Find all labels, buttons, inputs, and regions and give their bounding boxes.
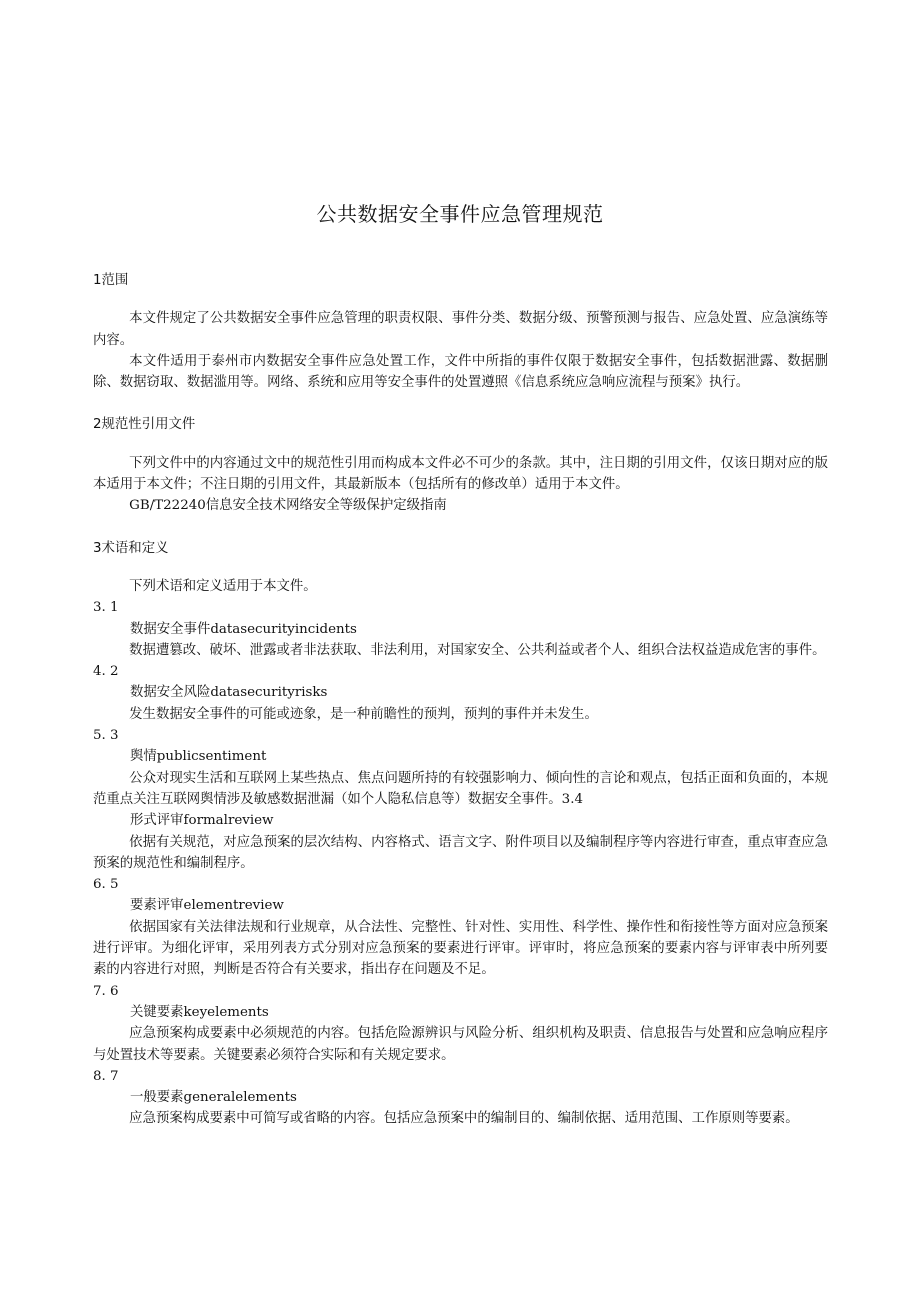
section-heading: 1范围 bbox=[93, 273, 129, 288]
term-definition: 公众对现实生活和互联网上某些热点、焦点问题所持的有较强影响力、倾向性的言论和观点，包括正面和负面的，本规范重点关注互联网舆情涉及敏感数据泄漏（如个人隐私信息等）数据安全事件。3.4 bbox=[93, 770, 828, 807]
section-normative-references bbox=[93, 414, 828, 516]
term-definition: 发生数据安全事件的可能或迹象，是一种前瞻性的预判，预判的事件并未发生。 bbox=[129, 706, 598, 722]
term-name: 要素评审elementreview bbox=[130, 898, 284, 914]
term-number: 3. 1 bbox=[93, 600, 119, 616]
document-body bbox=[93, 270, 828, 1151]
section-terms-definitions bbox=[93, 538, 828, 1130]
paragraph: 本文件规定了公共数据安全事件应急管理的职责权限、事件分类、数据分级、预警预测与报告、应急处置、应急演练等内容。 bbox=[93, 311, 828, 348]
paragraph: 下列术语和定义适用于本文件。 bbox=[129, 578, 317, 594]
term-number: 4. 2 bbox=[93, 664, 119, 680]
term-name: 形式评审formalreview bbox=[130, 813, 274, 829]
term-definition: 应急预案构成要素中必须规范的内容。包括危险源辨识与风险分析、组织机构及职责、信息报告与处置和应急响应程序与处置技术等要素。关键要素必须符合实际和有关规定要求。 bbox=[93, 1026, 828, 1063]
reference-item: GB/T22240信息安全技术网络安全等级保护定级指南 bbox=[129, 498, 447, 514]
term-name: 数据安全风险datasecurityrisks bbox=[130, 685, 328, 701]
section-heading: 3术语和定义 bbox=[93, 540, 169, 556]
term-definition: 数据遭篡改、破坏、泄露或者非法获取、非法利用，对国家安全、公共利益或者个人、组织合法权益造成危害的事件。 bbox=[129, 642, 826, 658]
term-number: 7. 6 bbox=[93, 983, 119, 999]
term-definition: 应急预案构成要素中可简写或省略的内容。包括应急预案中的编制目的、编制依据、适用范围、工作原则等要素。 bbox=[129, 1111, 799, 1127]
term-name: 一般要素generalelements bbox=[130, 1090, 297, 1106]
document-title: 公共数据安全事件应急管理规范 bbox=[316, 202, 604, 226]
section-scope bbox=[93, 270, 828, 393]
paragraph: 本文件适用于泰州市内数据安全事件应急处置工作，文件中所指的事件仅限于数据安全事件，包括数据泄露、数据删除、数据窃取、数据滥用等。网络、系统和应用等安全事件的处置遵照《信息系统应急响应流程与预案》执行。 bbox=[93, 353, 828, 391]
term-number: 8. 7 bbox=[93, 1068, 119, 1084]
term-name: 关键要素keyelements bbox=[130, 1004, 269, 1020]
term-number: 6. 5 bbox=[93, 877, 119, 893]
section-heading: 2规范性引用文件 bbox=[93, 417, 196, 433]
term-name: 舆情publicsentiment bbox=[130, 749, 267, 765]
term-name: 数据安全事件datasecurityincidents bbox=[130, 621, 357, 637]
term-number: 5. 3 bbox=[93, 728, 119, 744]
term-definition: 依据国家有关法律法规和行业规章，从合法性、完整性、针对性、实用性、科学性、操作性和衔接性等方面对应急预案进行评审。为细化评审，采用列表方式分别对应急预案的要素进行评审。评审时，将应急预案的要素内容与评审表中所列要素的内容进行对照，判断是否符合有关要求，指出存在问题及不足。 bbox=[93, 919, 828, 978]
term-definition: 依据有关规范，对应急预案的层次结构、内容格式、语言文字、附件项目以及编制程序等内容进行审查，重点审查应急预案的规范性和编制程序。 bbox=[93, 834, 828, 871]
paragraph: 下列文件中的内容通过文中的规范性引用而构成本文件必不可少的条款。其中，注日期的引用文件，仅该日期对应的版本适用于本文件；不注日期的引用文件，其最新版本（包括所有的修改单）适用于本文件。 bbox=[93, 455, 828, 493]
